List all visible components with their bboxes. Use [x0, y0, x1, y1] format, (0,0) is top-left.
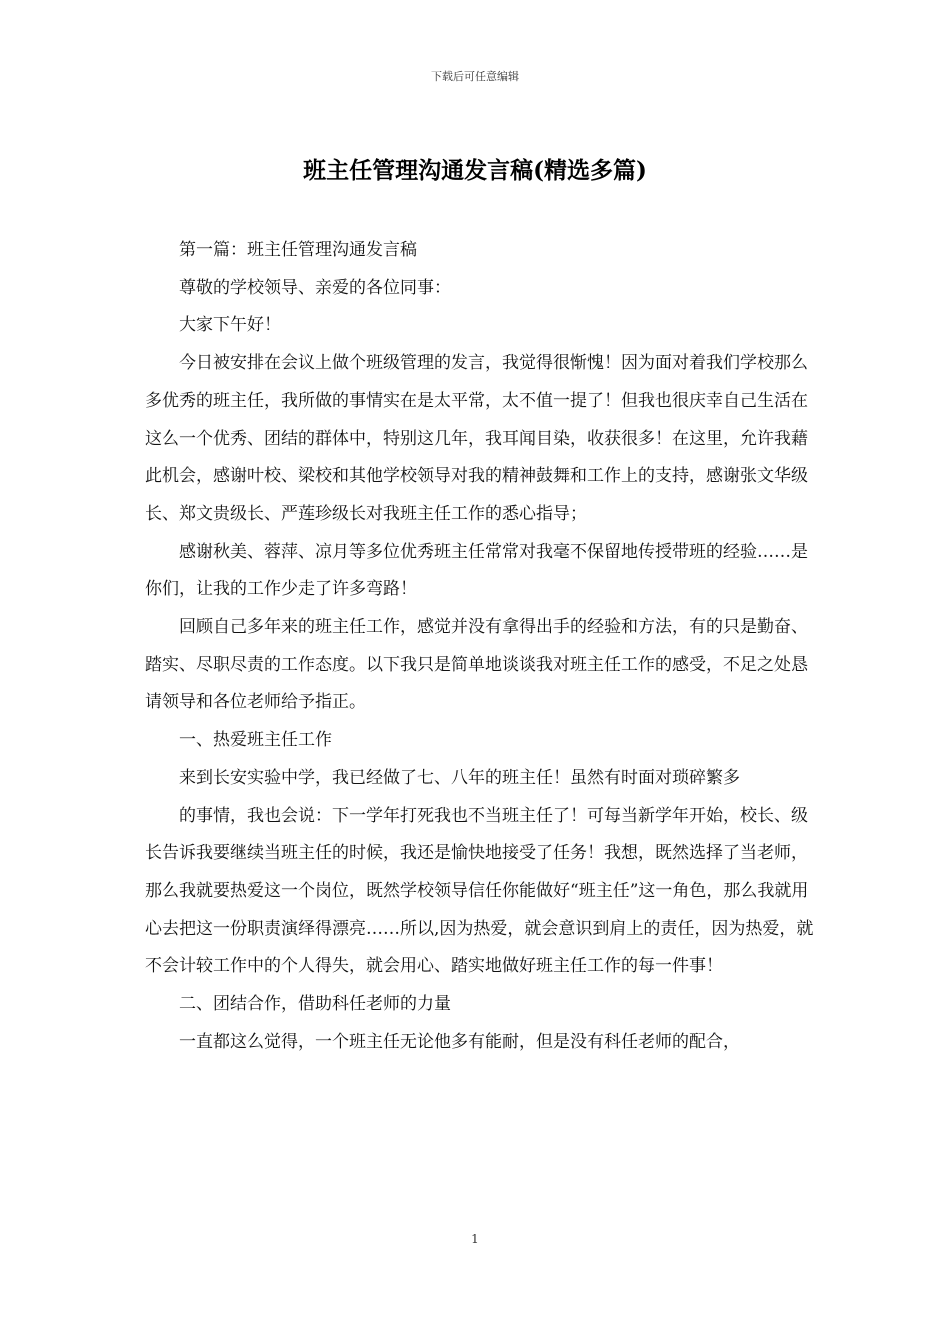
header-note: 下载后可任意编辑 — [431, 70, 519, 83]
paragraph: 回顾自己多年来的班主任工作，感觉并没有拿得出手的经验和方法，有的只是勤奋、踏实、尽职尽责的工作态度。以下我只是简单地谈谈我对班主任工作的感受，不足之处恳请领导和各位老师给予指正。 — [145, 617, 808, 713]
subheading-teamwork: 二、团结合作，借助科任老师的力量 — [179, 994, 451, 1015]
paragraph: 一直都这么觉得，一个班主任无论他多有能耐，但是没有科任老师的配合， — [179, 1031, 740, 1052]
document-title: 班主任管理沟通发言稿(精选多篇) — [303, 157, 647, 184]
paragraph: 来到长安实验中学，我已经做了七、八年的班主任！虽然有时面对琐碎繁多 — [179, 767, 740, 788]
paragraph: 感谢秋美、蓉萍、凉月等多位优秀班主任常常对我毫不保留地传授带班的经验……是你们，让我的工作少走了许多弯路！ — [145, 541, 808, 600]
paragraph: 的事情，我也会说：下一学年打死我也不当班主任了！可每当新学年开始，校长、级长告诉我要继续当班主任的时候，我还是愉快地接受了任务！我想，既然选择了当老师，那么我就要热爱这一个岗位，既然学校领导信任你能做好“班主任”这一角色，那么我就用心去把这一份职责演绎得漂亮……所以,因为热爱，就会意识到肩上的责任，因为热爱，就不会计较工作中的个人得失，就会用心、踏实地做好班主任工作的每一件事！ — [145, 805, 814, 977]
greeting: 大家下午好！ — [179, 315, 281, 336]
section-heading-1: 第一篇：班主任管理沟通发言稿 — [179, 240, 417, 260]
salutation: 尊敬的学校领导、亲爱的各位同事： — [179, 277, 451, 298]
subheading-love-work: 一、热爱班主任工作 — [179, 730, 332, 751]
document-body — [145, 232, 815, 1061]
paragraph: 今日被安排在会议上做个班级管理的发言，我觉得很惭愧！因为面对着我们学校那么多优秀的班主任，我所做的事情实在是太平常，太不值一提了！但我也很庆幸自己生活在这么一个优秀、团结的群体中，特别这几年，我耳闻目染，收获很多！在这里，允许我藉此机会，感谢叶校、梁校和其他学校领导对我的精神鼓舞和工作上的支持，感谢张文华级长、郑文贵级长、严莲珍级长对我班主任工作的悉心指导； — [145, 353, 808, 524]
page-number: 1 — [471, 1232, 479, 1246]
